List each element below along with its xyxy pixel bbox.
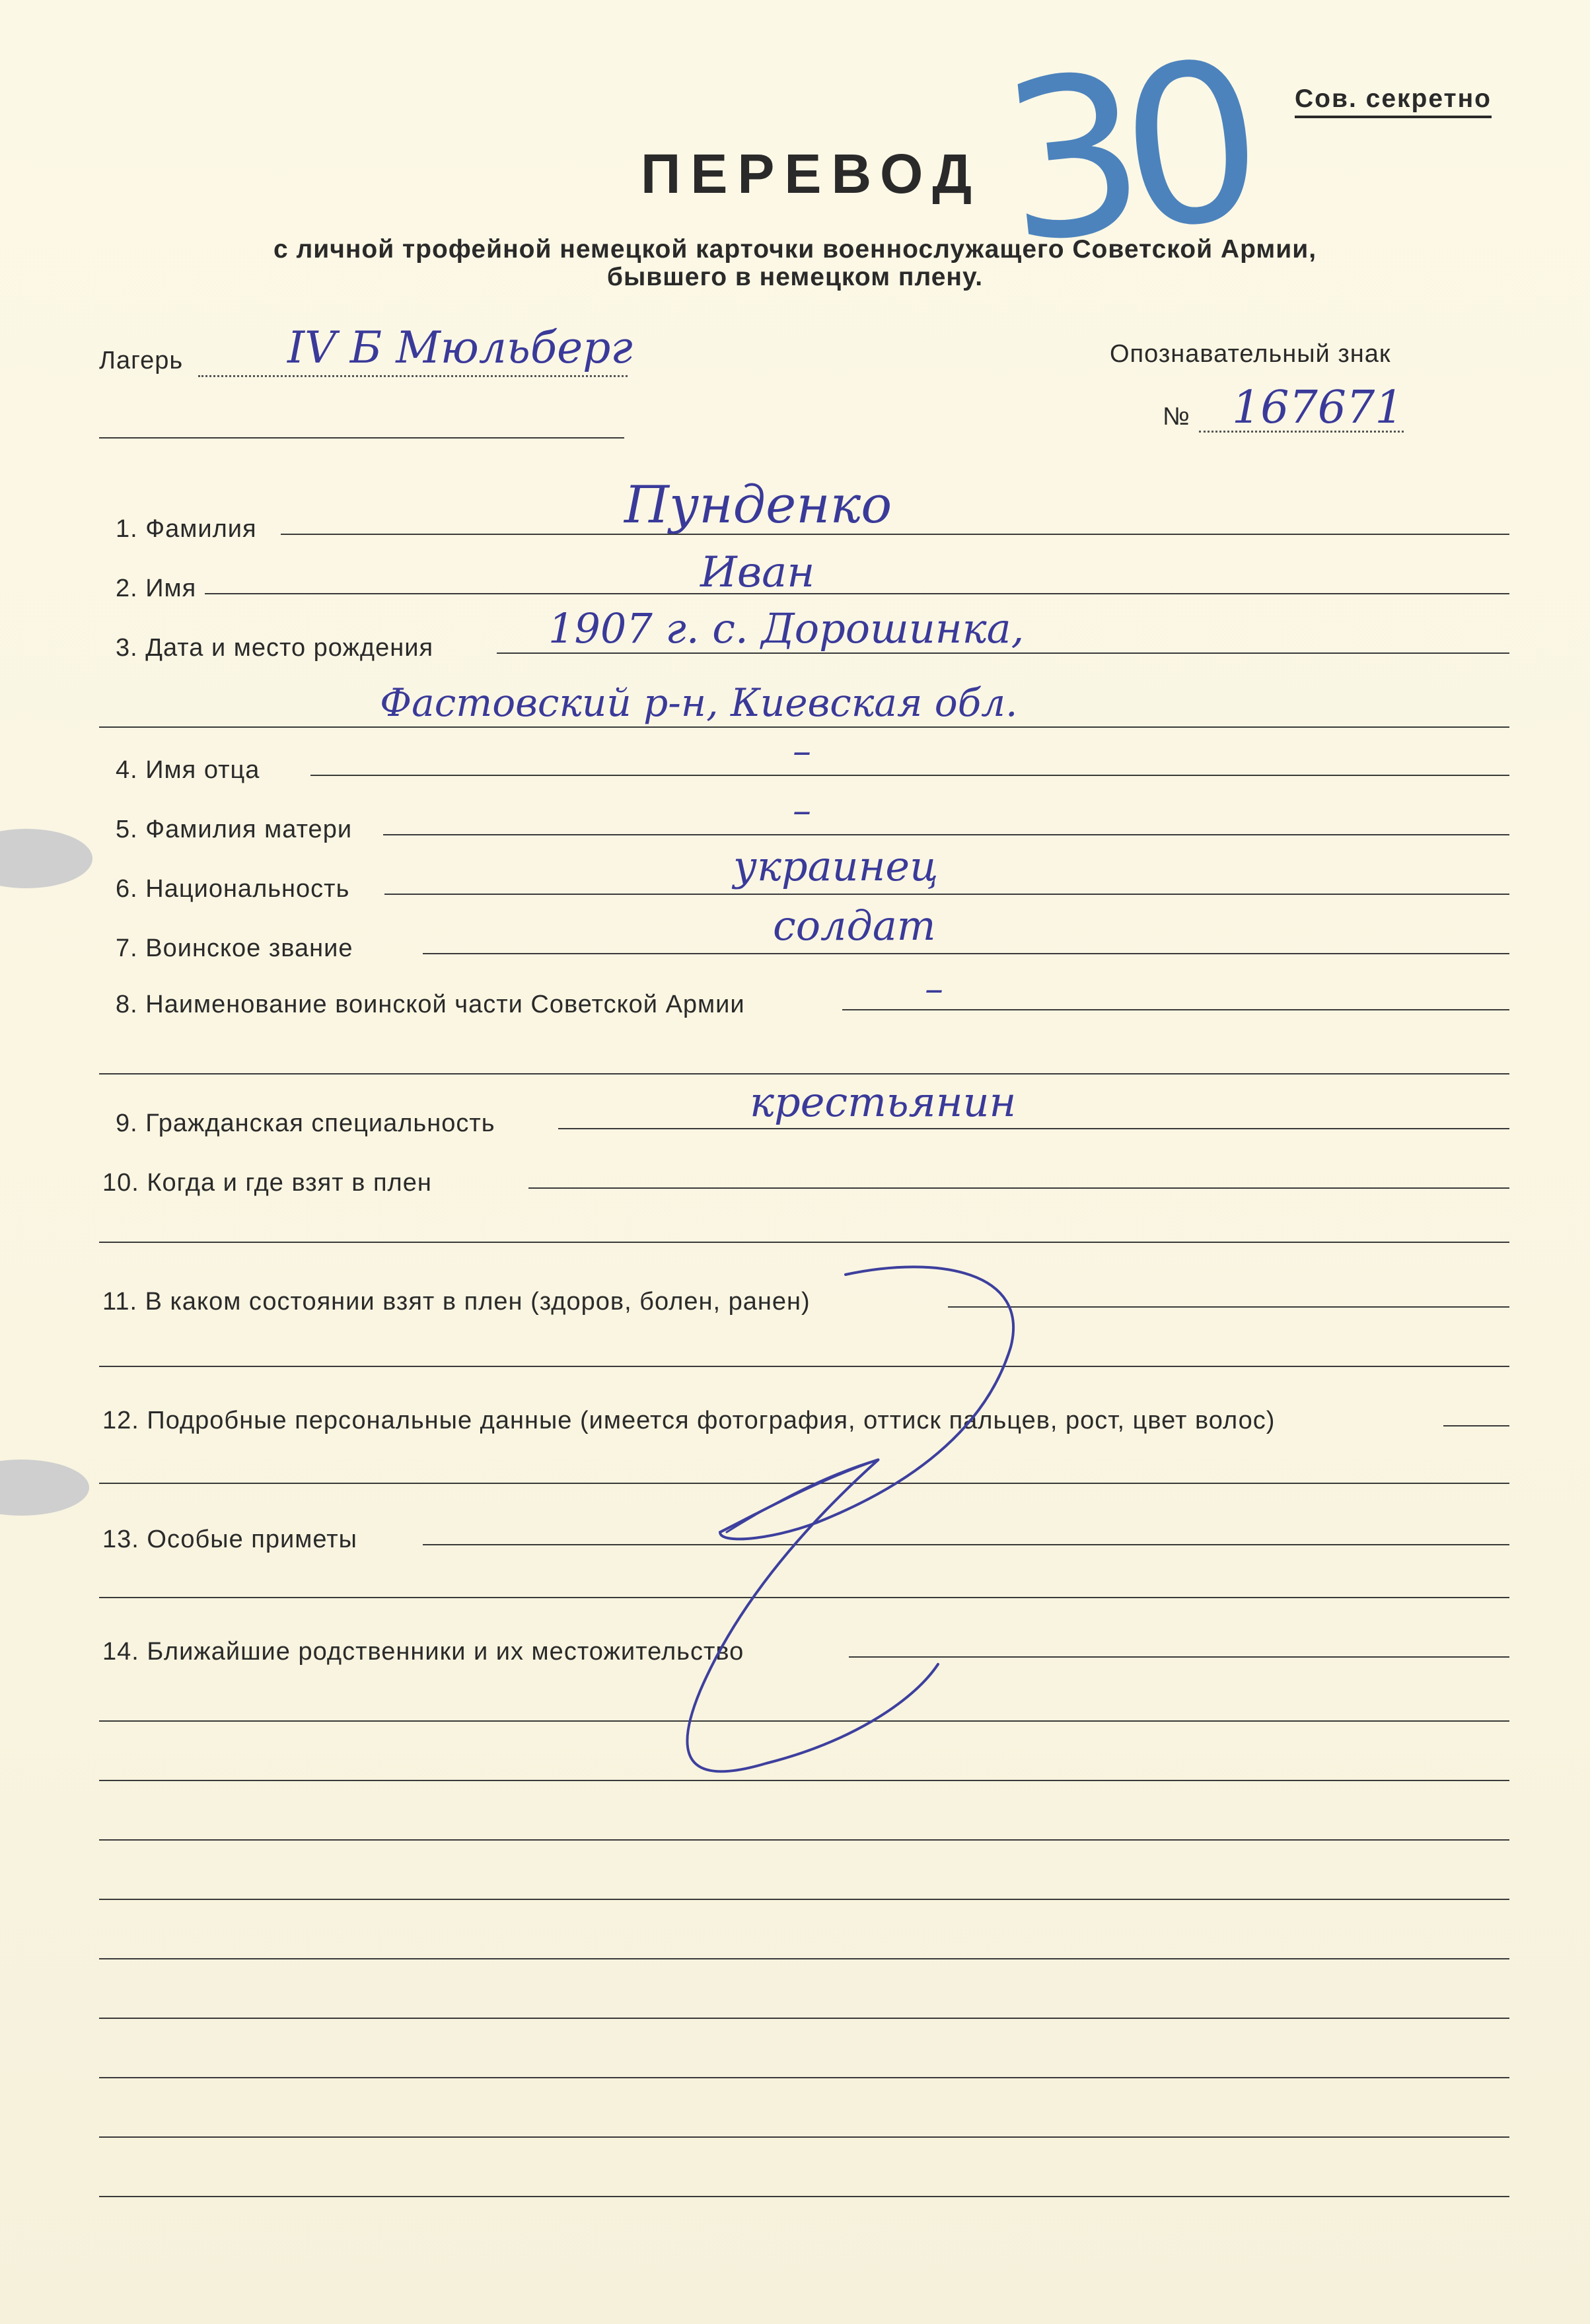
subtitle-line-2: бывшего в немецком плену. bbox=[606, 263, 984, 291]
field-label-personal-data: 12. Подробные персональные данные (имеется фотография, оттиск пальцев, рост, цвет волос) bbox=[102, 1407, 1276, 1434]
field-value-birth: 1907 г. с. Дорошинка, bbox=[548, 604, 1025, 652]
id-tag-label: Опознавательный знак bbox=[1110, 340, 1391, 368]
handwritten-number-30: 30 bbox=[991, 15, 1255, 292]
id-number-label: № bbox=[1163, 403, 1190, 431]
pen-strike-stroke bbox=[687, 1267, 1013, 1771]
id-number-value: 167671 bbox=[1232, 382, 1404, 434]
camp-value: IV Б Мюльберг bbox=[287, 322, 633, 373]
field-label-profession: 9. Гражданская специальность bbox=[116, 1109, 495, 1137]
field-label-marks: 13. Особые приметы bbox=[102, 1526, 357, 1553]
document-title: ПЕРЕВОД bbox=[641, 143, 982, 205]
field-label-captured: 10. Когда и где взят в плен bbox=[102, 1169, 432, 1197]
field-label-mother: 5. Фамилия матери bbox=[116, 816, 353, 843]
classification-stamp: Сов. секретно bbox=[1295, 85, 1492, 118]
subtitle-line-1: с личной трофейной немецкой карточки военнослужащего Советской Армии, bbox=[273, 235, 1317, 264]
field-label-rank: 7. Воинское звание bbox=[116, 934, 353, 962]
field-value-birth-line2: Фастовский р-н, Киевская обл. bbox=[380, 680, 1018, 725]
field-value-first-name: Иван bbox=[700, 548, 815, 597]
field-label-father: 4. Имя отца bbox=[116, 756, 260, 784]
pen-strike-stroke bbox=[727, 1460, 879, 1532]
field-label-first-name: 2. Имя bbox=[116, 575, 197, 602]
field-label-birth: 3. Дата и место рождения bbox=[116, 634, 434, 662]
camp-label: Лагерь bbox=[99, 347, 184, 374]
field-value-nationality: украинец bbox=[733, 842, 939, 890]
field-label-condition: 11. В каком состоянии взят в плен (здоров, болен, ранен) bbox=[102, 1288, 811, 1316]
field-label-nationality: 6. Национальность bbox=[116, 875, 350, 903]
field-label-unit: 8. Наименование воинской части Советской Армии bbox=[116, 991, 745, 1018]
field-value-rank: солдат bbox=[773, 901, 936, 950]
field-value-surname: Пунденко bbox=[624, 475, 892, 535]
field-value-father: – bbox=[793, 730, 811, 773]
field-value-unit: – bbox=[925, 968, 943, 1010]
field-label-relatives: 14. Ближайшие родственники и их местожительство bbox=[102, 1638, 744, 1666]
field-value-mother: – bbox=[793, 789, 811, 832]
field-value-profession: крестьянин bbox=[750, 1078, 1017, 1126]
field-label-surname: 1. Фамилия bbox=[116, 515, 257, 543]
